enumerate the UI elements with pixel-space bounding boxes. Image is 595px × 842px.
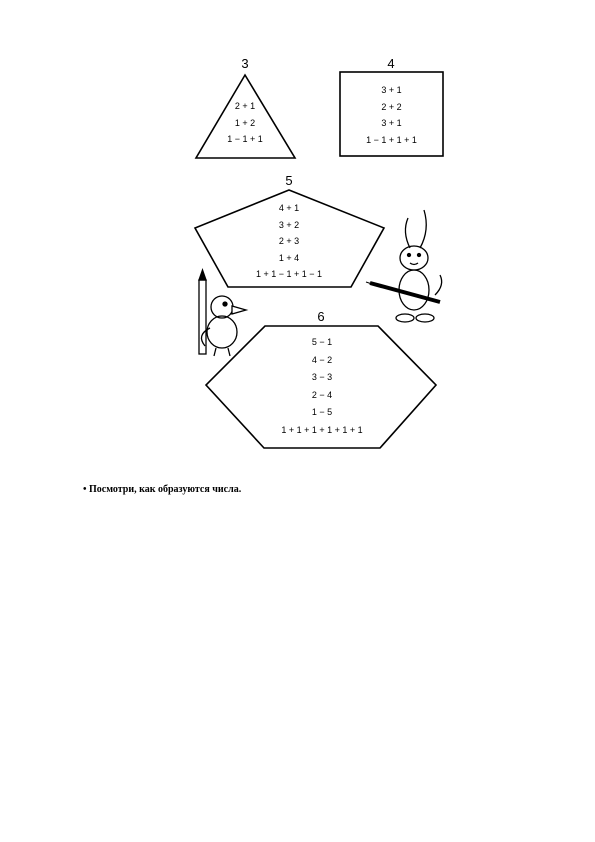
expression: 1 − 1 + 1 + 1 <box>366 134 417 145</box>
square-expressions <box>340 82 443 148</box>
pentagon-expressions <box>239 200 339 283</box>
expression: 1 + 2 <box>234 117 256 128</box>
expression: 2 + 2 <box>381 101 402 112</box>
expression: 4 − 2 <box>311 354 333 365</box>
hexagon-expressions <box>252 334 392 439</box>
square-number: 4 <box>387 56 395 71</box>
expression: 1 + 1 − 1 + 1 − 1 <box>255 269 323 279</box>
expression: 1 + 1 + 1 + 1 + 1 + 1 <box>281 424 363 435</box>
bird-illustration <box>199 270 246 356</box>
expression: 3 − 3 <box>311 372 333 382</box>
triangle-expressions <box>205 98 285 148</box>
hexagon-number: 6 <box>317 309 325 324</box>
expression: 3 + 1 <box>381 85 402 95</box>
rabbit-illustration <box>366 210 442 322</box>
expression: 3 + 2 <box>278 219 300 230</box>
pentagon-number: 5 <box>285 173 293 188</box>
expression: 2 + 1 <box>234 101 256 111</box>
expression: 1 − 5 <box>311 407 333 417</box>
instruction-caption: • Посмотри, как образуются числа. <box>83 484 242 495</box>
expression: 2 − 4 <box>311 389 333 400</box>
expression: 5 − 1 <box>311 337 333 347</box>
expression: 3 + 1 <box>381 118 402 128</box>
expression: 4 + 1 <box>278 203 300 213</box>
expression: 2 + 3 <box>278 236 300 246</box>
expression: 1 + 4 <box>278 252 300 263</box>
expression: 1 − 1 + 1 <box>227 134 263 144</box>
triangle-number: 3 <box>241 56 249 71</box>
